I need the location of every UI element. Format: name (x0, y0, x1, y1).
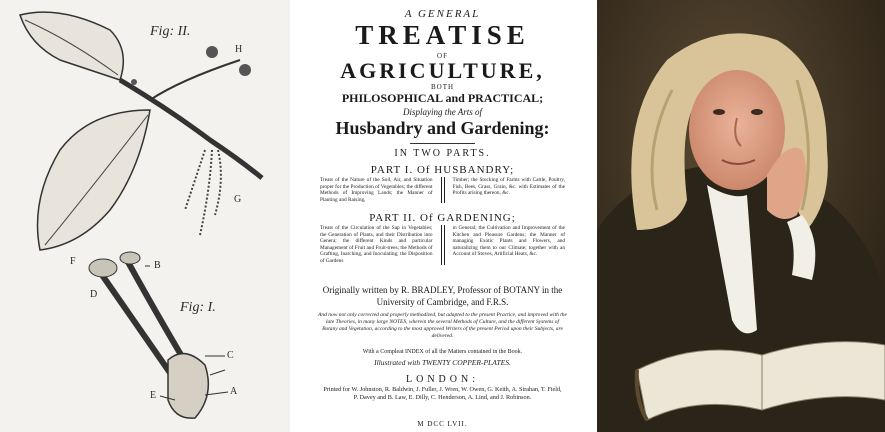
part1-left-text: Treats of the Nature of the Soil, Air, and Situation proper for the Production of Vegetables; the different Methods of Improving Lands; the Manner of Planting and Raising, (320, 177, 433, 203)
part1-columns (320, 177, 565, 203)
label-a: A (230, 386, 238, 397)
label-e: E (150, 390, 157, 401)
title-of: OF (437, 52, 448, 60)
column-rule (441, 225, 445, 265)
title-husbandry: Husbandry and Gardening: (335, 118, 550, 138)
title-agriculture: AGRICULTURE, (340, 58, 545, 83)
part2-right-text: in General; the Cultivation and Improvement of the Kitchen and Pleasure Gardens; the Manner of managing Exotic Plants and Flowers, and naturalizing them to our Climate; together with an Account of Stoves, Artificial Heats, &c. (452, 225, 565, 258)
fig-2-label: Fig: II. (150, 24, 191, 39)
in-two-parts: IN TWO PARTS. (394, 148, 491, 159)
label-d: D (90, 289, 98, 300)
label-f: F (70, 256, 76, 267)
imprint-city: LONDON: (406, 374, 479, 385)
label-h: H (235, 44, 243, 55)
part1-heading: PART I. Of HUSBANDRY; (370, 164, 515, 176)
divider (410, 143, 475, 144)
column-rule (441, 177, 445, 203)
imprint-date: M DCC LVII. (417, 420, 468, 428)
part2-left-text: Treats of the Circulation of the Sap in Vegetables; the Generation of Plants, and their Distribution into Genera; the different Kinds and particular Management of Fruit and Fruit-trees; the Methods of Grafting, Inarching, and Inoculating; the Disposition of Gardens (320, 225, 433, 265)
illustrated-note: Illustrated with TWENTY COPPER-PLATES. (374, 358, 511, 367)
portrait-painting (597, 0, 885, 432)
part2-columns (320, 225, 565, 265)
title-treatise: TREATISE (355, 20, 530, 50)
label-g: G (234, 194, 242, 205)
part2-heading: PART II. Of GARDENING; (369, 212, 516, 224)
label-b: B (154, 260, 161, 271)
portrait-figure (597, 0, 885, 432)
title-philosophical: PHILOSOPHICAL and PRACTICAL; (341, 91, 544, 105)
oak-branch-illustration (0, 0, 290, 432)
label-c: C (227, 350, 234, 361)
part1-right-text: Timber; the Stocking of Farms with Cattle, Poultry, Fish, Bees, Grass, Grain, &c. with Estimates of the Profits arising thereon, &c. (452, 177, 565, 197)
index-note: With a Compleat INDEX of all the Matters contained in the Book. (362, 349, 523, 355)
title-a-general: A GENERAL (404, 8, 481, 20)
originally-written: Originally written by R. BRADLEY, Professor of BOTANY in the University of Cambridge, and F.R.S. (322, 285, 563, 307)
title-displaying: Displaying the Arts of (402, 107, 483, 117)
title-page (290, 0, 595, 432)
fig-1-label: Fig: I. (180, 300, 216, 315)
printed-for: Printed for W. Johnston, R. Baldwin, J. Fuller, J. Wren, W. Owen, G. Keith, A. Strahan, T. Field, P. Davey and B. Law, E. Dilly, C. Henderson, A. Lind, and J. Robinson. (323, 386, 562, 402)
corrected-note: And now not only corrected and properly methodized, but adapted to the present Practice, and improved with the late Theories, in many large NOTES, wherein the several Methods of Culture, and the different Systems of Botany and Vegetation, according to the most approved Writers of the present Period upon their Subjects, are delivered. (318, 312, 567, 340)
botanical-engraving (0, 0, 290, 432)
title-both: BOTH (430, 83, 455, 91)
